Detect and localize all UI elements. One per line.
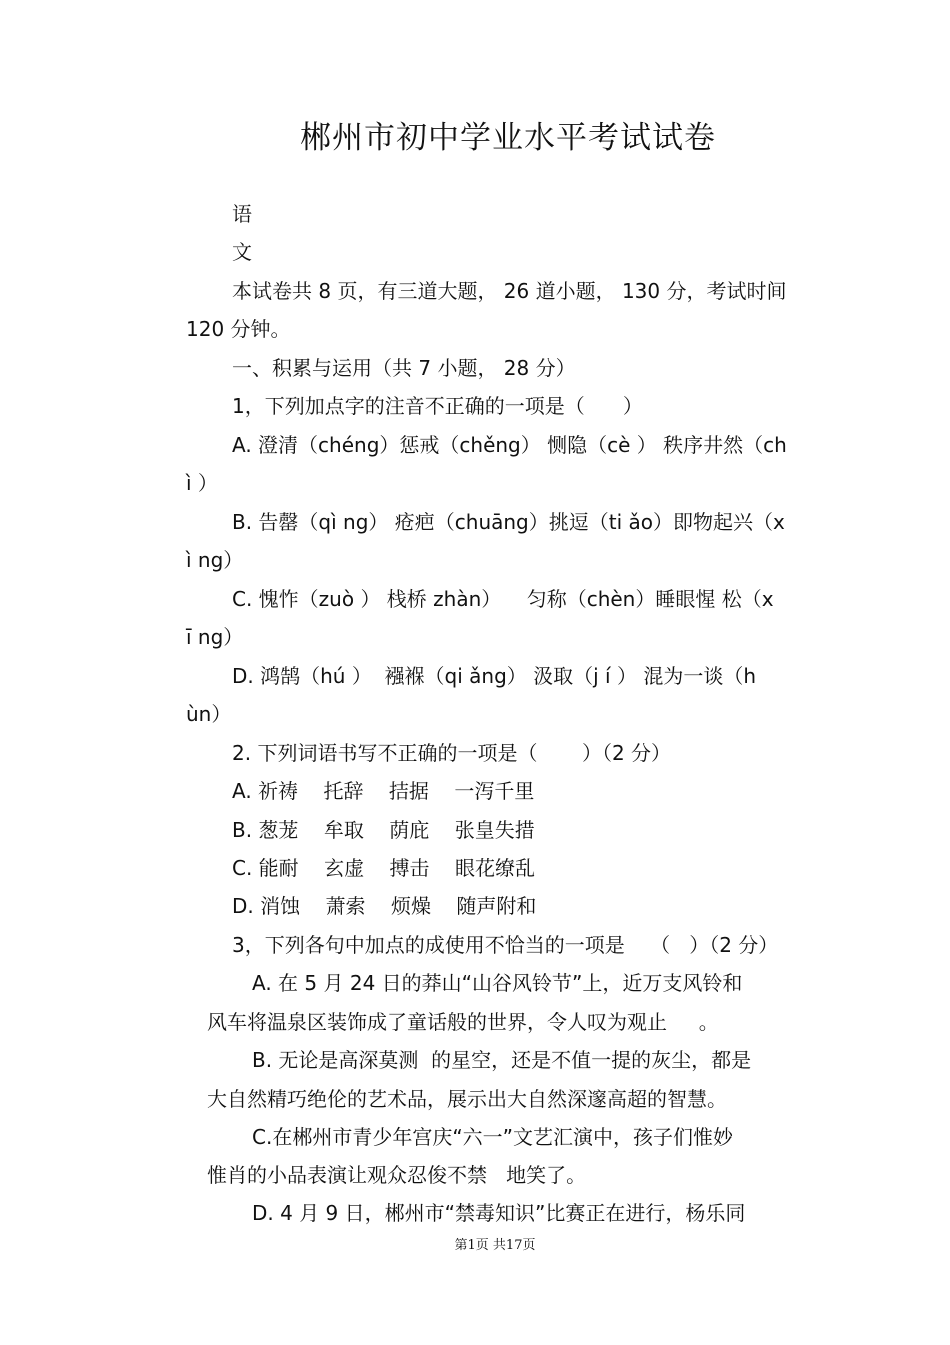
q2-option-a: A. 祈祷 托辞 拮据 一泻千里 (232, 779, 535, 803)
q1-option-a: A. 澄清（chéng）惩戒（chěng） 恻隐（cè ） 秩序井然（ch (232, 433, 787, 457)
q1-option-d-cont: ùn） (186, 702, 232, 726)
exam-title: 郴州市初中学业水平考试试卷 (300, 120, 716, 156)
q1-option-a-cont: ì ） (186, 471, 218, 495)
exam-info-line: 本试卷共 8 页，有三道大题， 26 道小题， 130 分，考试时间 (232, 279, 787, 303)
question-1: 1，下列加点字的注音不正确的一项是（ ） (232, 394, 643, 418)
q1-option-c-cont: ī ng） (186, 625, 244, 649)
q2-option-c: C. 能耐 玄虚 搏击 眼花缭乱 (232, 856, 535, 880)
exam-info-line-cont: 120 分钟。 (186, 317, 291, 341)
q1-option-b: B. 告罄（qì ng） 疮疤（chuāng）挑逗（ti ǎo）即物起兴（x (232, 510, 785, 534)
q3-option-d: D. 4 月 9 日，郴州市“禁毒知识”比赛正在进行，杨乐同 (252, 1201, 746, 1225)
q3-option-b: B. 无论是高深莫测 的星空，还是不值一提的灰尘，都是 (252, 1048, 752, 1072)
q1-option-d: D. 鸿鹄（hú ） 襁褓（qi ǎng） 汲取（j í ） 混为一谈（h (232, 664, 756, 688)
q3-option-a-cont: 风车将温泉区装饰成了童话般的世界，令人叹为观止 。 (207, 1010, 719, 1034)
q2-option-d: D. 消蚀 萧索 烦燥 随声附和 (232, 894, 537, 918)
q1-option-b-cont: ì ng） (186, 548, 244, 572)
question-2: 2. 下列词语书写不正确的一项是（ ）（2 分） (232, 741, 672, 765)
q1-option-c: C. 愧怍（zuò ） 栈桥 zhàn） 匀称（chèn）睡眼惺 松（x (232, 587, 774, 611)
question-3: 3，下列各句中加点的成使用不恰当的一项是 （ ）（2 分） (232, 933, 779, 957)
page-footer: 第1页 共17页 (454, 1238, 536, 1253)
q2-option-b: B. 葱茏 牟取 荫庇 张皇失措 (232, 818, 535, 842)
q3-option-c-cont: 惟肖的小品表演让观众忍俊不禁 地笑了。 (207, 1163, 587, 1187)
q3-option-b-cont: 大自然精巧绝伦的艺术品，展示出大自然深邃高超的智慧。 (207, 1087, 727, 1111)
subject-char-1: 语 (232, 202, 252, 226)
subject-char-2: 文 (232, 240, 252, 264)
section-heading: 一、积累与运用（共 7 小题， 28 分） (232, 356, 576, 380)
q3-option-a: A. 在 5 月 24 日的莽山“山谷风铃节”上，近万支风铃和 (252, 971, 743, 995)
q3-option-c: C.在郴州市青少年宫庆“六一”文艺汇演中，孩子们惟妙 (252, 1125, 734, 1149)
